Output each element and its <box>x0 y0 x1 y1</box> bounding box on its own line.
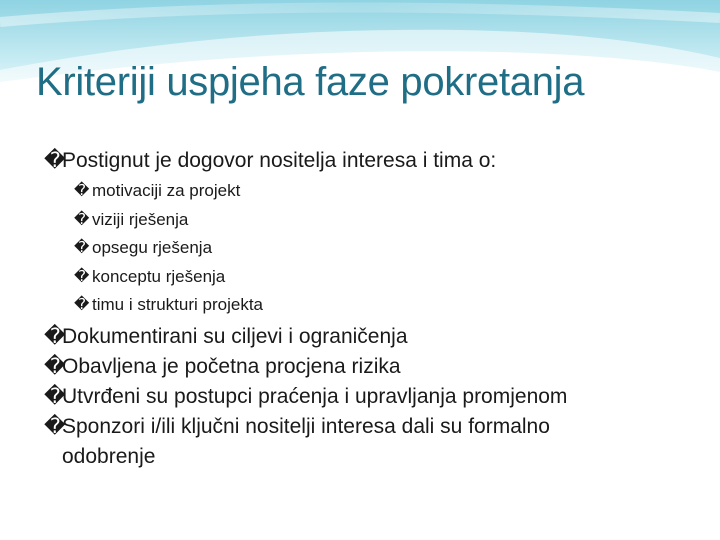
sub-bullet-glyph-icon: � <box>74 296 90 313</box>
bullet-glyph-icon: � <box>44 149 66 172</box>
sub-bullet-item <box>74 234 684 263</box>
bullet-item <box>44 382 684 412</box>
sub-bullet-glyph-icon: � <box>74 267 90 285</box>
slide-title: Kriteriji uspjeha faze pokretanja <box>36 60 585 104</box>
sub-bullet-text: viziji rješenja <box>92 209 189 229</box>
bullet-item <box>44 412 684 472</box>
sub-bullet-item <box>74 263 684 292</box>
bullet-glyph-icon: � <box>44 384 66 408</box>
sub-bullet-item <box>74 291 684 320</box>
sub-bullet-text: timu i strukturi projekta <box>92 295 263 314</box>
bullet-item <box>44 146 684 176</box>
bullet-text: Dokumentirani su ciljevi i ograničenja <box>62 324 408 348</box>
bullet-text-continuation: odobrenje <box>62 444 156 468</box>
bullet-text: Obavljena je početna procjena rizika <box>62 354 401 378</box>
slide-body <box>44 146 684 472</box>
bullet-glyph-icon: � <box>44 324 66 348</box>
bullet-text: Utvrđeni su postupci praćenja i upravljanja promjenom <box>62 384 568 408</box>
bullet-text: Postignut je dogovor nositelja interesa i tima o: <box>62 149 497 172</box>
sub-bullet-glyph-icon: � <box>74 182 90 199</box>
sub-bullet-glyph-icon: � <box>74 239 90 256</box>
sub-bullet-list <box>74 177 684 320</box>
sub-bullet-glyph-icon: � <box>74 210 90 228</box>
bullet-glyph-icon: � <box>44 414 66 438</box>
bullet-item <box>44 352 684 382</box>
bullet-item <box>44 322 684 352</box>
sub-bullet-item <box>74 206 684 235</box>
sub-bullet-text: motivaciji za projekt <box>92 181 241 200</box>
sub-bullet-text: konceptu rješenja <box>92 266 226 286</box>
sub-bullet-item <box>74 177 684 206</box>
bullet-glyph-icon: � <box>44 354 66 378</box>
bullet-text: Sponzori i/ili ključni nositelji interesa dali su formalno <box>62 414 550 438</box>
sub-bullet-text: opsegu rješenja <box>92 238 213 257</box>
